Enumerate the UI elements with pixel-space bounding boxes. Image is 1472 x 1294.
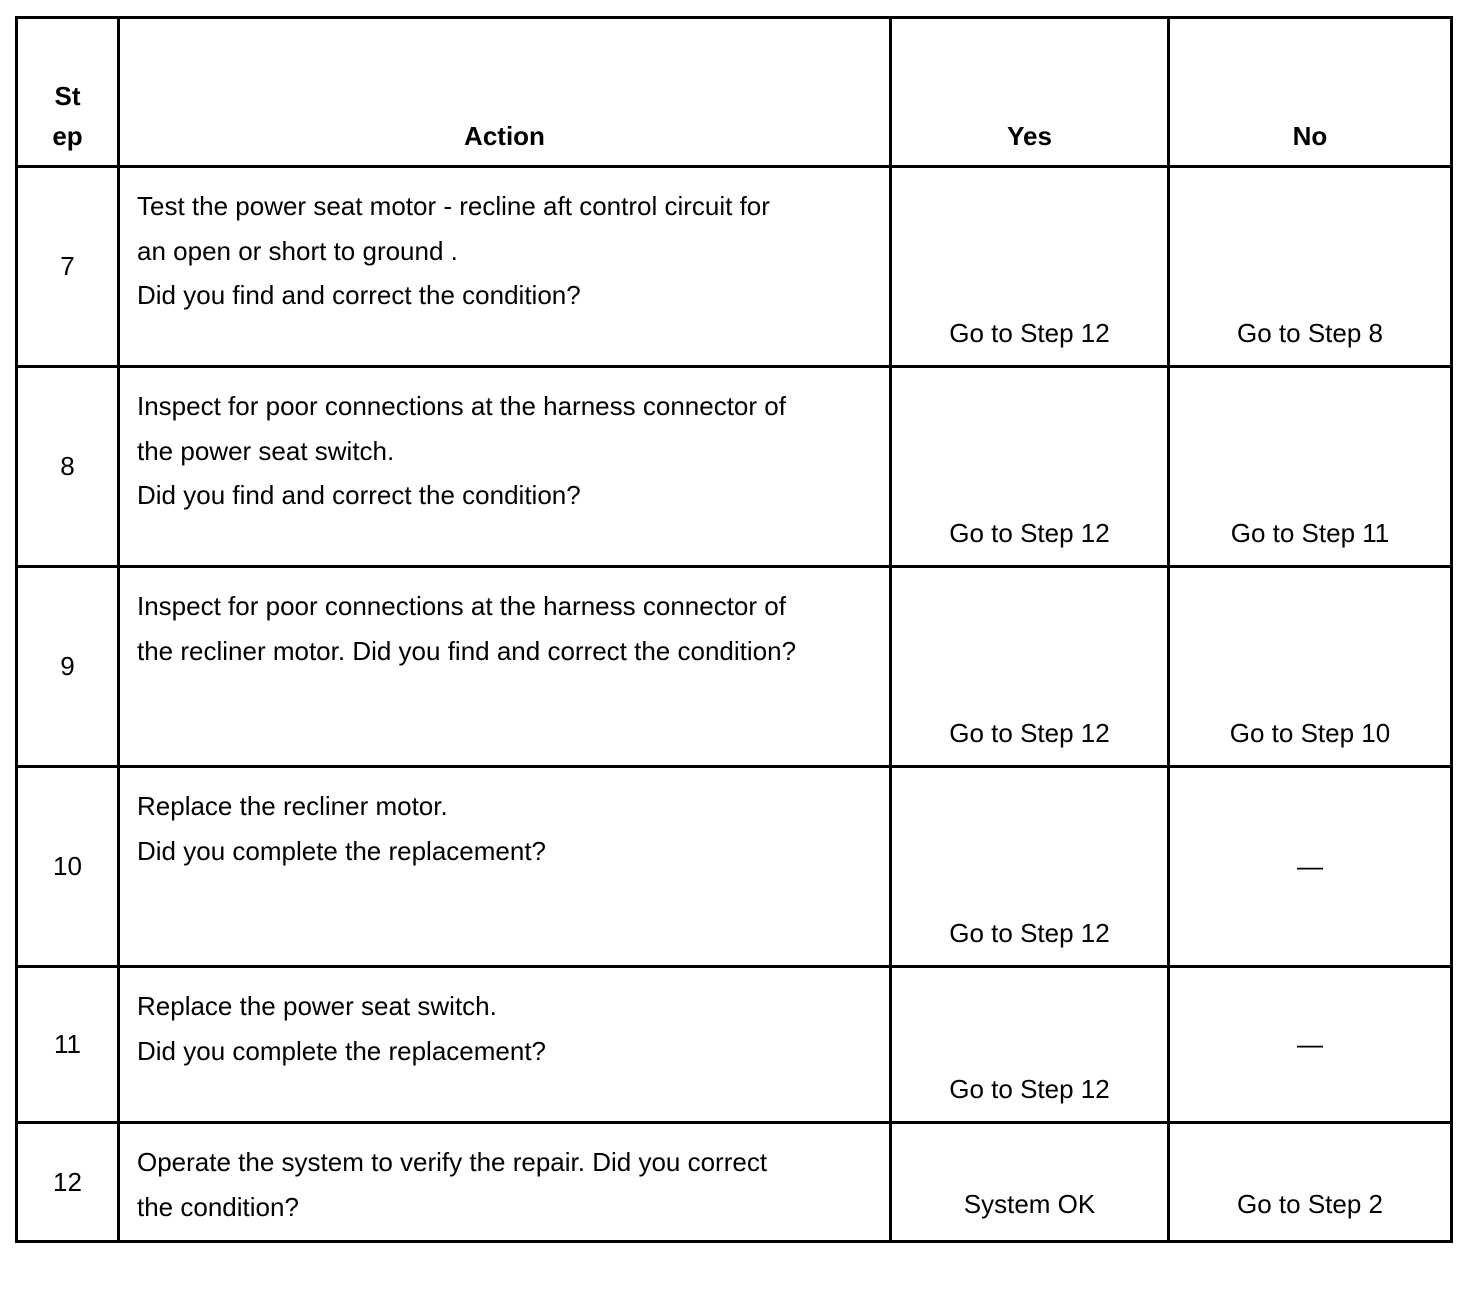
action-line: Did you find and correct the condition?: [137, 280, 581, 310]
step-number: 7: [17, 167, 119, 367]
action-cell: [119, 1123, 891, 1242]
action-line: Inspect for poor connections at the harness connector of: [137, 391, 786, 421]
action-line: Inspect for poor connections at the harness connector of: [137, 591, 786, 621]
step-number: 9: [17, 567, 119, 767]
no-cell: Go to Step 10: [1169, 567, 1452, 767]
header-action-label: Action: [464, 121, 545, 151]
header-no-label: No: [1292, 121, 1328, 151]
no-cell: [1169, 767, 1452, 967]
action-line: Operate the system to verify the repair. Did you correct: [137, 1147, 768, 1177]
header-step-line1: St: [54, 81, 81, 111]
header-yes: [891, 18, 1169, 167]
step-number: 11: [17, 967, 119, 1123]
yes-cell: System OK: [891, 1123, 1169, 1242]
action-line: Did you find and correct the condition?: [137, 480, 581, 510]
table-row: [17, 1123, 1452, 1242]
yes-cell: Go to Step 12: [891, 367, 1169, 567]
action-cell: [119, 367, 891, 567]
header-no: [1169, 18, 1452, 167]
step-number: 12: [17, 1123, 119, 1242]
table-header-row: [17, 18, 1452, 167]
no-cell: Go to Step 8: [1169, 167, 1452, 367]
no-cell: Go to Step 11: [1169, 367, 1452, 567]
action-line: the power seat switch.: [137, 435, 395, 466]
table-row: [17, 767, 1452, 967]
action-line: Did you complete the replacement?: [137, 835, 547, 866]
action-line: the condition?: [137, 1191, 299, 1222]
action-line: Replace the recliner motor.: [137, 791, 448, 821]
step-number: 10: [17, 767, 119, 967]
table-row: [17, 167, 1452, 367]
action-line: the recliner motor. Did you find and correct the condition?: [137, 635, 797, 666]
action-line: Replace the power seat switch.: [137, 991, 497, 1021]
header-step-line2: ep: [52, 121, 83, 151]
header-action: [119, 18, 891, 167]
no-cell: Go to Step 2: [1169, 1123, 1452, 1242]
header-step: [17, 18, 119, 167]
no-cell: [1169, 967, 1452, 1123]
action-cell: [119, 167, 891, 367]
yes-cell: Go to Step 12: [891, 767, 1169, 967]
diagnostic-table: [15, 16, 1453, 1243]
yes-cell: Go to Step 12: [891, 967, 1169, 1123]
action-cell: [119, 967, 891, 1123]
table-row: [17, 567, 1452, 767]
action-cell: [119, 567, 891, 767]
step-number: 8: [17, 367, 119, 567]
dash-mark: —: [1297, 851, 1323, 882]
action-line: Test the power seat motor - recline aft control circuit for: [137, 191, 770, 221]
action-cell: [119, 767, 891, 967]
table-row: [17, 967, 1452, 1123]
yes-cell: Go to Step 12: [891, 567, 1169, 767]
dash-mark: —: [1297, 1029, 1323, 1060]
yes-cell: Go to Step 12: [891, 167, 1169, 367]
header-yes-label: Yes: [1007, 121, 1052, 151]
action-line: Did you complete the replacement?: [137, 1035, 547, 1066]
action-line: an open or short to ground .: [137, 235, 458, 266]
table-row: [17, 367, 1452, 567]
